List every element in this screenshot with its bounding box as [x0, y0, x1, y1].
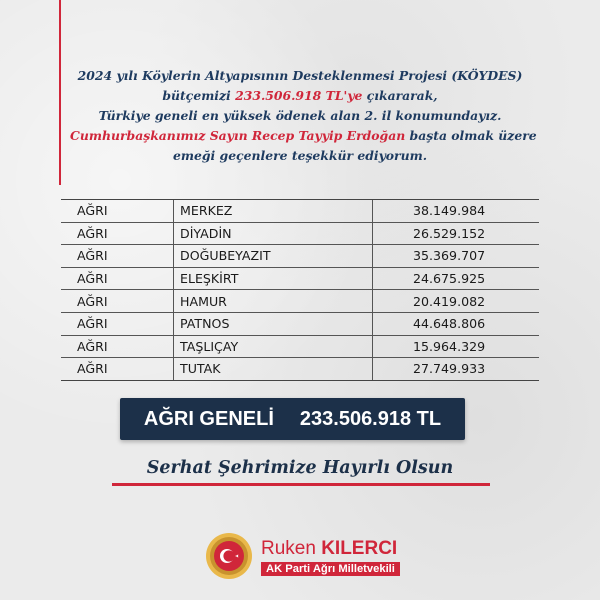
district-cell: DİYADİN: [173, 223, 372, 245]
province-cell: AĞRI: [77, 316, 108, 332]
total-value: 233.506.918 TL: [299, 407, 442, 430]
amount-cell: 44.648.806: [372, 313, 539, 335]
district-cell: MERKEZ: [173, 200, 372, 222]
slogan-underline: [112, 483, 490, 486]
president-name: Cumhurbaşkanımız Sayın Recep Tayyip Erdoğan: [70, 128, 406, 143]
intro-line-2-suffix: çıkararak,: [362, 88, 438, 103]
province-cell: AĞRI: [77, 271, 108, 287]
intro-line-1: 2024 yılı Köylerin Altyapısının Desteklenmesi Projesi (KÖYDES): [77, 68, 523, 83]
budget-amount: 233.506.918 TL'ye: [235, 88, 363, 103]
total-budget-banner: [120, 398, 465, 440]
district-cell: PATNOS: [173, 313, 372, 335]
deputy-first-name: Ruken: [261, 538, 316, 559]
amount-cell: 26.529.152: [372, 223, 539, 245]
intro-line-5: emeği geçenlere teşekkür ediyorum.: [172, 148, 428, 163]
intro-line-4-suffix: başta olmak üzere: [405, 128, 537, 143]
intro-line-3: Türkiye geneli en yüksek ödenek alan 2. il konumundayız.: [98, 108, 502, 123]
table-row: [61, 222, 539, 245]
amount-cell: 38.149.984: [372, 200, 539, 222]
amount-cell: 24.675.925: [372, 268, 539, 290]
province-cell: AĞRI: [77, 293, 108, 309]
province-cell: AĞRI: [77, 338, 108, 354]
deputy-title: AK Parti Ağrı Milletvekili: [261, 562, 400, 576]
table-row: [61, 267, 539, 290]
intro-paragraph: [70, 66, 537, 166]
amount-cell: 15.964.329: [372, 336, 539, 358]
table-row: [61, 244, 539, 267]
table-row: [61, 357, 539, 380]
district-cell: HAMUR: [173, 290, 372, 312]
district-cell: ELEŞKİRT: [173, 268, 372, 290]
district-cell: TUTAK: [173, 358, 372, 380]
district-cell: TAŞLIÇAY: [173, 336, 372, 358]
table-row: [61, 312, 539, 335]
amount-cell: 27.749.933: [372, 358, 539, 380]
decorative-red-line: [59, 0, 61, 185]
intro-line-2-prefix: bütçemizi: [162, 88, 236, 103]
table-row: [61, 335, 539, 358]
amount-cell: 35.369.707: [372, 245, 539, 267]
total-label: AĞRI GENELİ: [143, 407, 274, 430]
intro-line-4: [70, 126, 537, 146]
deputy-name: [261, 538, 397, 560]
amount-cell: 20.419.082: [372, 290, 539, 312]
province-cell: AĞRI: [77, 225, 108, 241]
parliament-emblem-icon: [205, 532, 253, 580]
district-cell: DOĞUBEYAZIT: [173, 245, 372, 267]
province-cell: AĞRI: [77, 361, 108, 377]
slogan: Serhat Şehrimize Hayırlı Olsun: [146, 458, 454, 478]
district-budget-table: [61, 199, 539, 381]
intro-line-2: [70, 86, 530, 106]
table-row: [61, 289, 539, 312]
province-cell: AĞRI: [77, 203, 108, 219]
table-row: [61, 200, 539, 222]
signature-brand: [205, 532, 435, 582]
deputy-last-name: KILERCI: [321, 538, 398, 559]
province-cell: AĞRI: [77, 248, 108, 264]
